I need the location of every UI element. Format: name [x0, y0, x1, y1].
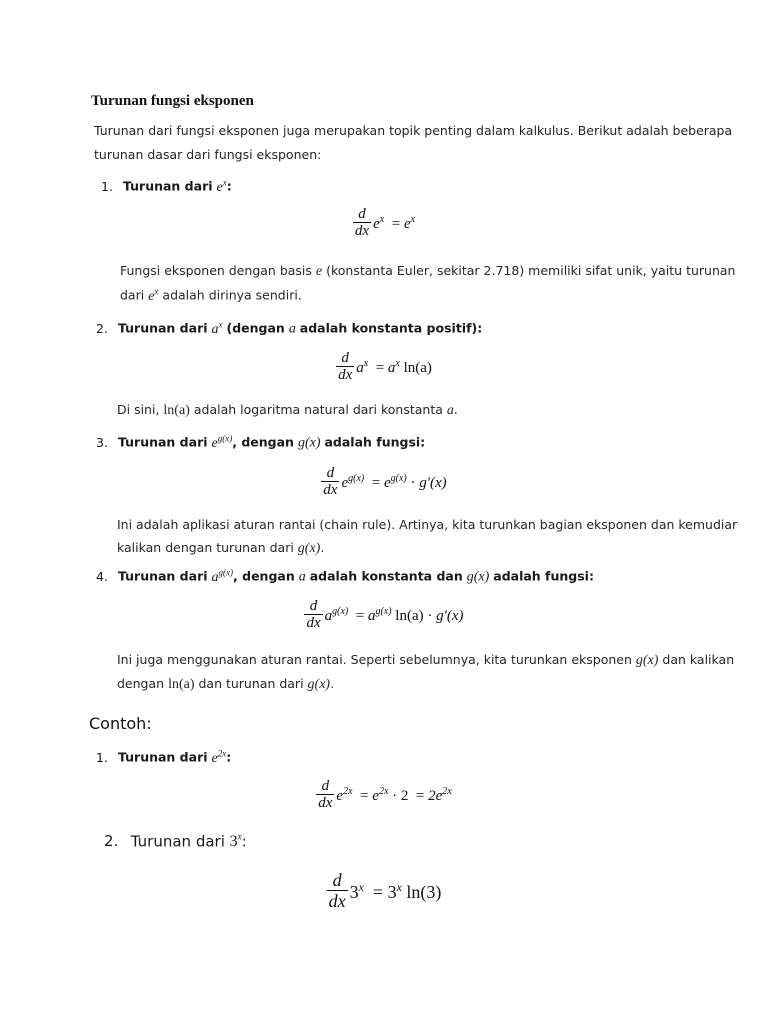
item-3-heading: 3. Turunan dari $e^{g(x)}$, dengan g(x) adalah fungsi: — [96, 433, 426, 451]
item-4-desc-line-2: dengan ln(a) dan turunan dari g(x). — [117, 676, 335, 692]
examples-heading: Contoh: — [89, 714, 152, 733]
intro-line-2: turunan dasar dari fungsi eksponen: — [94, 147, 322, 162]
example-2-equation: $\frac{d}{dx}$ 3$^x$ = 3$^x$ ln(3) — [328, 870, 442, 911]
item-1-heading: 1. Turunan dari $e^x$: — [101, 177, 232, 195]
item-2-heading: 2. Turunan dari $a^x$ (dengan a adalah konstanta positif): — [96, 319, 483, 337]
item-4-heading: 4. Turunan dari $a^{g(x)}$, dengan a adalah konstanta dan g(x) adalah fungsi: — [96, 567, 594, 585]
equation-2: $\frac{d}{dx}$ $a^x = a^x$ ln(a) — [338, 350, 432, 383]
item-1-desc-line-1: Fungsi eksponen dengan basis e (konstanta Euler, sekitar 2.718) memiliki sifat unik, yaitu turunan — [120, 263, 736, 279]
item-number: 1. — [101, 178, 113, 194]
page-title: Turunan fungsi eksponen — [91, 93, 254, 109]
math-term: $e^x$ — [216, 177, 227, 195]
intro-line-1: Turunan dari fungsi eksponen juga merupakan topik penting dalam kalkulus. Berikut adalah beberapa — [94, 123, 733, 138]
derivative-fraction: $\frac{d}{dx}$ — [354, 206, 370, 239]
equation-1: $\frac{d}{dx}$ $e^x = e^x$ — [354, 206, 416, 239]
item-3-desc-line-1: Ini adalah aplikasi aturan rantai (chain rule). Artinya, kita turunkan bagian eksponen dan kemudiar — [117, 517, 738, 532]
item-2-desc: Di sini, ln(a) adalah logaritma natural dari konstanta a. — [117, 402, 458, 418]
item-4-desc-line-1: Ini juga menggunakan aturan rantai. Seperti sebelumnya, kita turunkan eksponen g(x) dan kalikan — [117, 652, 735, 668]
example-2-heading: 2. Turunan dari 3$^x$: — [104, 832, 247, 851]
example-1-heading: 1. Turunan dari $e^{2x}$: — [96, 748, 232, 766]
item-3-desc-line-2: kalikan dengan turunan dari g(x). — [117, 540, 325, 556]
equation-3: $\frac{d}{dx}$ $e^{g(x)} = e^{g(x)} \cdot g'(x)$ — [323, 465, 447, 498]
item-heading-text: Turunan dari — [122, 178, 213, 194]
item-1-desc-line-2: dari $e^x$ adalah dirinya sendiri. — [120, 286, 302, 304]
equation-4: $\frac{d}{dx}$ $a^{g(x)} = a^{g(x)}$ ln(a) · g′(x) — [306, 598, 464, 631]
example-1-equation: $\frac{d}{dx}$ $e^{2x} = e^{2x} \cdot 2 = 2e^{2x}$ — [318, 778, 452, 811]
